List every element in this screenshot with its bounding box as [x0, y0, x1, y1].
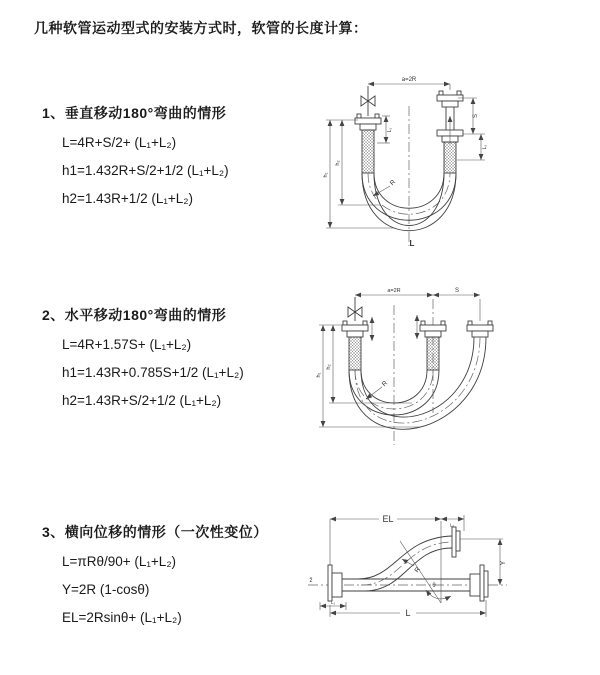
left-braid-section: [349, 337, 361, 370]
formula-line: Y=2R (1-cosθ): [62, 582, 150, 597]
dimension-l1: [320, 600, 346, 610]
dimension-span: [355, 288, 433, 295]
dim-label-y: Y: [500, 560, 507, 566]
dimension-s: [433, 288, 480, 321]
dim-label-radius: R: [413, 566, 422, 575]
dim-label-h1: h₁: [316, 372, 322, 378]
formula-line: L=4R+S/2+ (L₁+L₂): [62, 135, 177, 150]
section-2-heading: 2、水平移动180°弯曲的情形: [42, 307, 227, 323]
section-2: [42, 305, 312, 415]
dim-label-theta: θ: [432, 583, 436, 589]
formula-line: EL=2Rsinθ+ (L₁+L₂): [62, 610, 182, 625]
dim-label-h2: h₂: [326, 364, 332, 370]
diagram-vertical-180-bend: [300, 70, 590, 260]
section-3-heading: 3、横向位移的情形（一次性变位）: [42, 524, 268, 540]
right-flange: [467, 321, 493, 337]
valve-icon: [361, 86, 375, 116]
section-1: [42, 103, 312, 213]
hose-u-bend-displaced: [349, 337, 486, 429]
top-flange: [452, 527, 460, 557]
section-3: [42, 522, 312, 632]
dimension-span: [368, 77, 450, 90]
hose-s-curve: [358, 536, 452, 591]
dim-label-span: a=2R: [401, 77, 417, 83]
dim-label-length: L: [409, 239, 415, 248]
left-flange: [342, 321, 368, 337]
dim-label-l1: L₁: [387, 127, 393, 133]
dimension-l2: [457, 134, 488, 160]
formula-line: h2=1.43R+S/2+1/2 (L₁+L₂): [62, 393, 222, 408]
dimension-h1: [316, 325, 420, 427]
diagram-lateral-displacement: [300, 505, 590, 645]
dimension-s: [458, 98, 485, 134]
left-flange: [328, 565, 342, 601]
left-flange: [355, 114, 381, 130]
dimension-h2: [326, 325, 412, 403]
dim-label-radius: R: [388, 178, 398, 188]
page-title: 几种软管运动型式的安装方式时，软管的长度计算：: [34, 20, 368, 36]
section-1-heading: 1、垂直移动180°弯曲的情形: [42, 105, 227, 121]
formula-line: h1=1.43R+0.785S+1/2 (L₁+L₂): [62, 365, 244, 380]
dim-label-h2: h₂: [335, 160, 341, 166]
formula-line: h1=1.432R+S/2+1/2 (L₁+L₂): [62, 163, 229, 178]
middle-braid-section: [427, 337, 439, 370]
dim-label-length: L: [405, 608, 411, 618]
dim-label-l1: L₁: [330, 600, 336, 605]
formula-line: L=4R+1.57S+ (L₁+L₂): [62, 337, 192, 352]
dim-label-l2: L₂: [449, 522, 455, 528]
dim-label-s: S: [454, 288, 460, 294]
formula-line: h2=1.43R+1/2 (L₁+L₂): [62, 191, 194, 206]
valve-icon: [348, 297, 362, 321]
dim-label-el: EL: [382, 514, 394, 524]
diagram-horizontal-180-bend: [300, 275, 590, 460]
radius-leader: [366, 380, 389, 399]
datum-mark: z̄: [309, 578, 313, 584]
dimension-el: [330, 514, 441, 565]
dimension-length: [330, 600, 486, 618]
left-braid-section: [362, 130, 374, 173]
formula-line: L=πRθ/90+ (L₁+L₂): [62, 554, 177, 569]
dim-label-s: S: [473, 113, 479, 119]
dim-label-l2: L₂: [482, 144, 488, 150]
dim-label-h1: h₁: [323, 172, 329, 178]
right-braid-section: [444, 142, 456, 173]
dim-label-span: a=2R: [387, 288, 401, 294]
right-flange: [470, 565, 488, 601]
dim-label-radius: R: [380, 379, 390, 389]
